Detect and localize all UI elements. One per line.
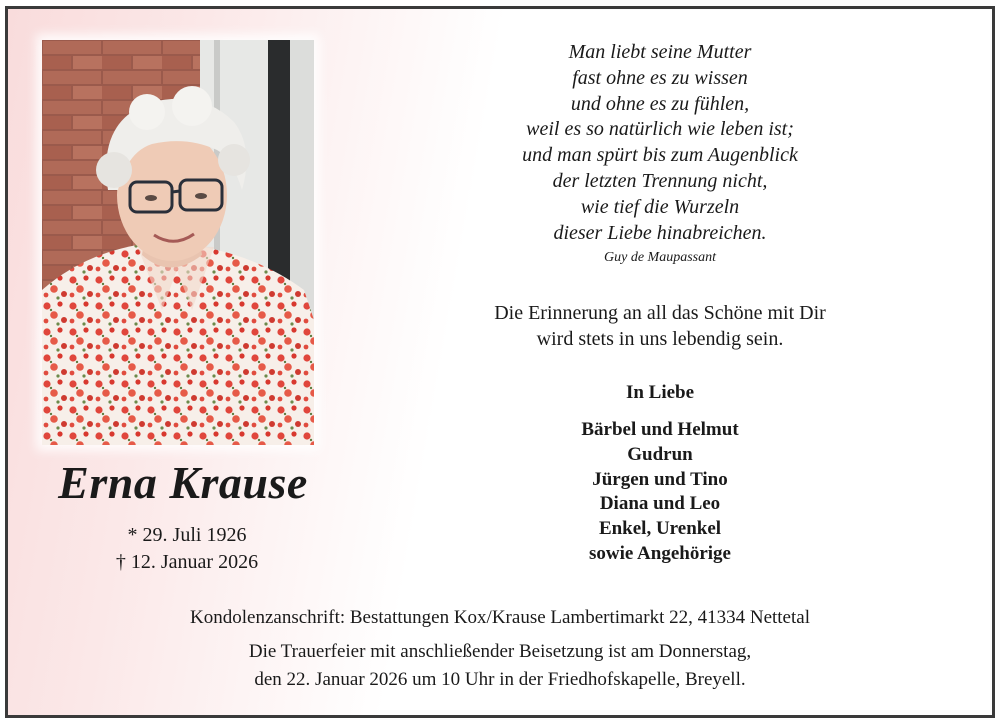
poem [440, 40, 880, 246]
poem-author: Guy de Maupassant [604, 250, 716, 265]
memory-line: wird stets in uns lebendig sein. [536, 328, 784, 350]
poem-line: der letzten Trennung nicht, [552, 169, 768, 192]
family-list [520, 418, 800, 567]
condolence-address: Kondolenzanschrift: Bestattungen Kox/Krause Lambertimarkt 22, 41334 Nettetal [190, 607, 810, 628]
family-member: Jürgen und Tino [592, 468, 728, 490]
family-member: Enkel, Urenkel [598, 518, 722, 540]
poem-line: wie tief die Wurzeln [580, 195, 740, 218]
family-member: sowie Angehörige [589, 542, 731, 564]
birth-date: * 29. Juli 1926 [127, 524, 247, 546]
memory-line: Die Erinnerung an all das Schöne mit Dir [494, 302, 826, 324]
footer-info [60, 604, 940, 694]
family-member: Bärbel und Helmut [581, 419, 739, 440]
life-dates [62, 522, 312, 576]
signoff: In Liebe [625, 382, 695, 403]
poem-line: und man spürt bis zum Augenblick [522, 144, 798, 167]
ceremony-line: den 22. Januar 2026 um 10 Uhr in der Friedhofskapelle, Breyell. [254, 669, 746, 690]
poem-line: und ohne es zu fühlen, [570, 92, 750, 115]
deceased-name: Erna Krause [58, 457, 308, 508]
family-member: Diana und Leo [599, 493, 721, 515]
memory-text [440, 300, 880, 352]
poem-line: weil es so natürlich wie leben ist; [526, 118, 794, 141]
family-member: Gudrun [627, 443, 693, 465]
poem-line: dieser Liebe hinabreichen. [553, 221, 767, 244]
poem-line: Man liebt seine Mutter [568, 41, 752, 63]
poem-line: fast ohne es zu wissen [572, 66, 748, 89]
death-date: † 12. Januar 2026 [115, 551, 259, 573]
portrait-photo [42, 40, 314, 445]
ceremony-line: Die Trauerfeier mit anschließender Beisetzung ist am Donnerstag, [248, 641, 752, 662]
